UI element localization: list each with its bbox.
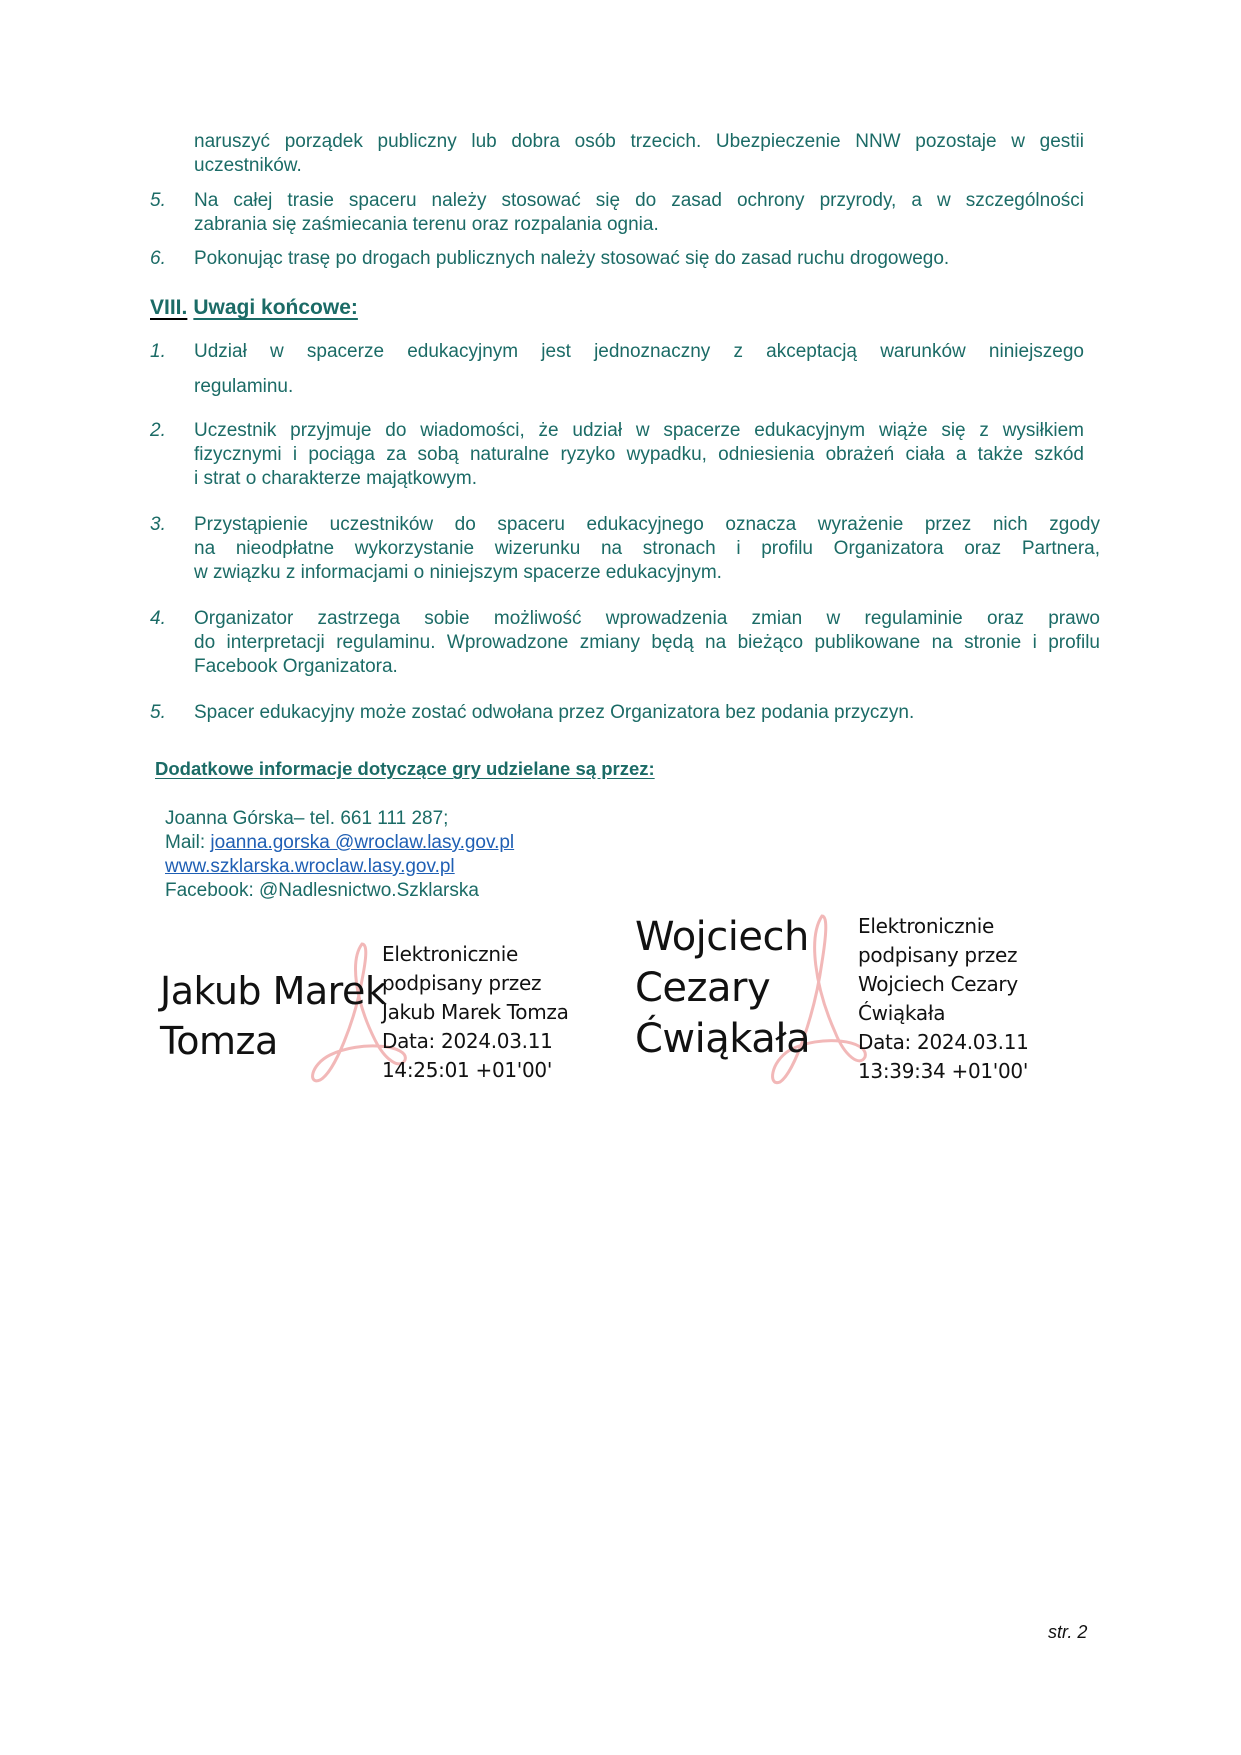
info-line: 14:25:01 +01'00' [382, 1058, 553, 1082]
mail-label: Mail: [165, 832, 211, 853]
contact-person: Joanna Górska– tel. 661 111 287; [165, 808, 449, 829]
heading-colon: : [648, 758, 655, 779]
section-number: VIII. [150, 296, 188, 319]
text-line: do interpretacji regulaminu. Wprowadzone zmiany będą na bieżąco publikowane na stronie i profilu [194, 632, 1100, 653]
name-line: Cezary [635, 965, 771, 1011]
name-line: Ćwiąkała [635, 1016, 811, 1062]
signer-name-large [635, 912, 810, 1065]
website-link[interactable]: www.szklarska.wroclaw.lasy.gov.pl [165, 856, 455, 877]
item-number: 4. [150, 608, 166, 629]
text-line: fizycznymi i pociąga za sobą naturalne ryzyko wypadku, odniesienia obrażeń ciała a także szkód [194, 444, 1084, 465]
additional-info-heading [155, 758, 655, 780]
digital-signature-1 [150, 940, 600, 1100]
text-line: i strat o charakterze majątkowym. [194, 468, 477, 489]
name-line: Tomza [160, 1019, 278, 1063]
signature-info [382, 940, 569, 1085]
item-number: 1. [150, 341, 166, 362]
page-number: str. 2 [1048, 1622, 1088, 1642]
text-line: naruszyć porządek publiczny lub dobra osób trzecich. Ubezpieczenie NNW pozostaje w gestii [194, 131, 1084, 152]
info-line: Wojciech Cezary [858, 972, 1018, 996]
text-line: Na całej trasie spaceru należy stosować się do zasad ochrony przyrody, a w szczególności [194, 190, 1084, 211]
name-line: Jakub Marek [160, 969, 387, 1013]
item-number: 5. [150, 190, 166, 211]
signer-name-large [160, 966, 386, 1066]
text-line: Przystąpienie uczestników do spaceru edukacyjnego oznacza wyrażenie przez nich zgody [194, 514, 1100, 535]
info-line: 13:39:34 +01'00' [858, 1059, 1029, 1083]
email-link[interactable]: joanna.gorska @wroclaw.lasy.gov.pl [210, 832, 515, 853]
info-line: podpisany przez [858, 943, 1018, 967]
info-line: Data: 2024.03.11 [858, 1030, 1029, 1054]
text-line: na nieodpłatne wykorzystanie wizerunku na stronach i profilu Organizatora oraz Partnera, [194, 538, 1100, 559]
item-number: 3. [150, 514, 166, 535]
mail-line [165, 831, 514, 855]
text-line: Uczestnik przyjmuje do wiadomości, że udział w spacerze edukacyjnym wiąże się z wysiłkiem [194, 420, 1084, 441]
info-line: Data: 2024.03.11 [382, 1029, 553, 1053]
item-number: 6. [150, 248, 166, 269]
text-line: Organizator zastrzega sobie możliwość wprowadzenia zmian w regulaminie oraz prawo [194, 608, 1100, 629]
text-line: Spacer edukacyjny może zostać odwołana przez Organizatora bez podania przyczyn. [194, 702, 915, 723]
signature-info [858, 912, 1029, 1086]
item-number: 5. [150, 702, 166, 723]
text-line: Pokonując trasę po drogach publicznych należy stosować się do zasad ruchu drogowego. [194, 248, 950, 269]
info-line: Elektronicznie [858, 914, 995, 938]
text-line: uczestników. [194, 155, 302, 176]
facebook-line: Facebook: @Nadlesnictwo.Szklarska [165, 880, 479, 901]
info-line: podpisany przez [382, 971, 542, 995]
additional-info-heading-text: Dodatkowe informacje dotyczące gry udzielane są przez [155, 758, 649, 779]
section-heading [150, 296, 358, 320]
text-line: zabrania się zaśmiecania terenu oraz rozpalania ognia. [194, 214, 659, 235]
name-line: Wojciech [635, 914, 809, 960]
item-number: 2. [150, 420, 166, 441]
text-line: w związku z informacjami o niniejszym spacerze edukacyjnym. [194, 562, 722, 583]
info-line: Jakub Marek Tomza [382, 1000, 569, 1024]
text-line: regulaminu. [194, 376, 294, 397]
text-line: Facebook Organizatora. [194, 656, 398, 677]
info-line: Ćwiąkała [858, 1001, 946, 1025]
digital-signature-2 [635, 912, 1085, 1102]
contact-block [165, 807, 514, 903]
text-line: Udział w spacerze edukacyjnym jest jednoznaczny z akceptacją warunków niniejszego [194, 341, 1084, 362]
info-line: Elektronicznie [382, 942, 519, 966]
section-title: Uwagi końcowe: [193, 296, 358, 319]
